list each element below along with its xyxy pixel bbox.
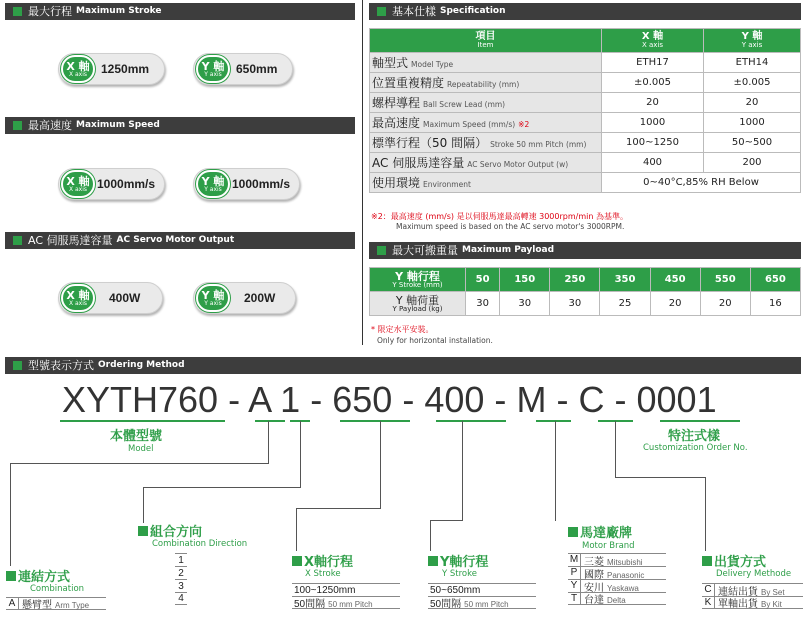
text-element xyxy=(370,268,801,316)
text-element: Y 軸 xyxy=(201,174,225,188)
text-element xyxy=(370,113,602,133)
direction-title xyxy=(138,521,202,540)
text-element: 100~1250 xyxy=(602,133,704,153)
text-element: - xyxy=(614,379,627,420)
text-element xyxy=(296,508,381,509)
list-item: 4 xyxy=(175,592,187,605)
text-element xyxy=(300,421,301,488)
underline xyxy=(536,420,571,422)
text-element xyxy=(143,487,144,523)
custom-title: 特注式樣 xyxy=(668,429,721,444)
bullet-square-icon xyxy=(13,7,22,16)
text-element: 1 xyxy=(280,379,301,420)
text-element: X axis xyxy=(641,41,664,49)
x-motor-value: 400W xyxy=(109,291,141,305)
table-row xyxy=(370,73,801,93)
table-row xyxy=(370,173,801,193)
combination-title xyxy=(6,566,70,585)
text-element: 使用環境 xyxy=(372,176,421,190)
spec-header-item xyxy=(370,29,602,53)
text-element: Y 軸 xyxy=(201,59,225,73)
text-element: 軸型式 xyxy=(372,56,409,70)
list-item xyxy=(568,553,666,566)
text-element: Maximum Speed xyxy=(76,120,160,130)
text-element: By Set xyxy=(761,587,785,597)
text-element: 50 mm Pitch xyxy=(328,600,373,609)
text-element xyxy=(370,153,602,173)
text-element: XYTH760 xyxy=(62,379,219,420)
text-element: 0001 xyxy=(636,379,717,420)
table-row xyxy=(370,93,801,113)
text-element: Maximum Speed (mm/s) xyxy=(423,120,516,129)
model-code xyxy=(62,379,717,421)
text-element: X axis xyxy=(68,299,88,307)
text-element: 連結方式 xyxy=(18,570,71,585)
text-element: 50~500 xyxy=(704,133,801,153)
text-element: 50 mm Pitch xyxy=(464,600,509,609)
text-element xyxy=(715,595,782,610)
x-motor-pill xyxy=(58,282,163,314)
y-stroke-pill xyxy=(193,53,293,85)
text-element: - xyxy=(402,379,415,420)
text-element: M xyxy=(568,554,581,566)
list-item xyxy=(6,597,106,610)
text-element xyxy=(428,595,509,610)
delivery-sub: Delivery Methode xyxy=(716,569,792,579)
text-element: 450 xyxy=(650,268,700,292)
text-element: 安川 xyxy=(584,582,604,594)
text-element: 標準行程（50 間隔） xyxy=(372,136,488,150)
text-element: 組合方向 xyxy=(150,525,203,540)
text-element: ±0.005 xyxy=(704,73,801,93)
text-element: By Kit xyxy=(761,600,782,609)
x-stroke-title xyxy=(292,551,353,570)
y-stroke-value: 650mm xyxy=(236,62,278,76)
text-element: 1000 xyxy=(602,113,704,133)
text-element: Panasonic xyxy=(607,570,645,580)
text-element: Item xyxy=(477,41,494,49)
text-element xyxy=(430,520,463,521)
x-stroke-pill xyxy=(58,53,165,85)
text-element: Arm Type xyxy=(55,601,90,610)
text-element: Ball Screw Lead (mm) xyxy=(423,100,506,109)
text-element: 單軸出貨 xyxy=(718,599,758,610)
y-stroke-title xyxy=(428,551,488,570)
text-element: 30 xyxy=(550,292,600,316)
bullet-square-icon xyxy=(292,556,302,566)
text-element: 30 xyxy=(500,292,550,316)
text-element: Maximum Stroke xyxy=(76,6,162,16)
text-element: Y Payload (kg) xyxy=(392,304,443,313)
motor-brand-box xyxy=(568,553,666,605)
text-element: Stroke 50 mm Pitch (mm) xyxy=(490,140,587,149)
text-element: K xyxy=(702,597,715,608)
text-element: AC 伺服馬達容量 xyxy=(28,234,113,247)
underline xyxy=(60,420,225,422)
text-element: Environment xyxy=(423,180,471,189)
list-item: 2 xyxy=(175,566,187,579)
text-element xyxy=(380,421,381,509)
text-element: Ordering Method xyxy=(98,360,185,370)
y-motor-value: 200W xyxy=(244,291,276,305)
text-element: 項目 xyxy=(475,31,496,42)
motor-output-header xyxy=(5,232,355,249)
text-element: 250 xyxy=(550,268,600,292)
payload-note-zh: * 限定水平安裝。 xyxy=(371,325,434,334)
text-element: 400 xyxy=(602,153,704,173)
direction-box xyxy=(175,553,187,605)
y-stroke-sub: Y Stroke xyxy=(442,569,477,579)
text-element: ±0.005 xyxy=(602,73,704,93)
text-element xyxy=(581,591,626,606)
text-element xyxy=(370,29,801,193)
text-element: X 軸 xyxy=(66,59,90,73)
x-axis-badge xyxy=(61,55,95,83)
combination-sub: Combination xyxy=(30,584,85,594)
list-item xyxy=(568,592,666,605)
text-element: 型號表示方式 xyxy=(28,359,94,372)
text-element: 20 xyxy=(704,93,801,113)
text-element: 550 xyxy=(700,268,750,292)
text-element: 螺桿導程 xyxy=(372,96,421,110)
text-element: 200 xyxy=(704,153,801,173)
text-element xyxy=(10,463,269,464)
text-element: Y xyxy=(568,580,581,592)
x-stroke-box xyxy=(292,583,400,609)
text-element xyxy=(370,73,602,93)
text-element: Y 軸 xyxy=(741,31,763,42)
payload-table xyxy=(369,267,801,316)
underline xyxy=(660,420,740,422)
text-element: 16 xyxy=(750,292,800,316)
text-element: Y axis xyxy=(204,185,222,193)
motor-brand-sub: Motor Brand xyxy=(582,541,635,551)
ordering-header xyxy=(5,357,801,374)
text-element: AC 伺服馬達容量 xyxy=(372,156,465,170)
combination-box xyxy=(6,597,106,610)
text-element: Y 軸荷重 xyxy=(395,293,440,307)
direction-sub: Combination Direction xyxy=(152,539,248,549)
text-element: ETH17 xyxy=(602,53,704,73)
text-element xyxy=(462,421,463,521)
text-element: 國際 xyxy=(584,569,604,581)
text-element: 三菱 xyxy=(584,556,604,568)
underline xyxy=(340,420,410,422)
text-element xyxy=(370,173,602,193)
text-element xyxy=(370,292,466,316)
text-element: Y 軸行程 xyxy=(395,269,440,283)
custom-sub: Customization Order No. xyxy=(643,443,748,453)
y-speed-value: 1000mm/s xyxy=(232,177,291,191)
text-element: 350 xyxy=(600,268,650,292)
text-element: 20 xyxy=(700,292,750,316)
text-element: 650 xyxy=(750,268,800,292)
text-element: Mitsubishi xyxy=(607,557,643,567)
text-element xyxy=(268,421,269,464)
text-element xyxy=(370,53,602,73)
y-axis-badge xyxy=(196,170,230,198)
text-element: 最大可搬重量 xyxy=(392,244,458,257)
text-element: X 軸 xyxy=(66,174,90,188)
text-element: 出貨方式 xyxy=(714,555,767,570)
text-element: X 軸 xyxy=(66,288,90,302)
table-row xyxy=(370,53,801,73)
text-element: C xyxy=(702,584,715,596)
text-element: 50 xyxy=(466,268,500,292)
text-element: 20 xyxy=(602,93,704,113)
text-element: Y axis xyxy=(204,70,222,78)
bullet-square-icon xyxy=(702,556,712,566)
text-element xyxy=(370,93,602,113)
delivery-title xyxy=(702,551,766,570)
text-element: 位置重複精度 xyxy=(372,76,445,90)
text-element: A xyxy=(6,598,19,609)
text-element xyxy=(430,520,431,551)
text-element: 650 xyxy=(332,379,393,420)
table-row xyxy=(370,133,801,153)
text-element: - xyxy=(556,379,569,420)
text-element: 連結出貨 xyxy=(718,586,758,598)
text-element: AC Servo Motor Output (w) xyxy=(467,160,569,169)
text-element: P xyxy=(568,567,581,579)
text-element: 台達 xyxy=(584,595,604,606)
text-element: - xyxy=(228,379,241,420)
text-element: - xyxy=(494,379,507,420)
table-row xyxy=(370,153,801,173)
max-speed-header xyxy=(5,117,355,134)
text-element: X軸行程 xyxy=(304,555,354,570)
x-axis-badge xyxy=(61,170,95,198)
motor-brand-title xyxy=(568,522,632,541)
spec-note-zh: ※2：最高速度 (mm/s) 是以伺服馬達最高轉速 3000rpm/min 為基準。 xyxy=(371,212,628,221)
text-element: Yaskawa xyxy=(607,583,639,593)
text-element: X 軸 xyxy=(641,31,664,42)
text-element xyxy=(615,421,616,478)
payload-note-en: Only for horizontal installation. xyxy=(377,336,493,345)
text-element: 100~1250mm xyxy=(294,584,356,596)
text-element: ※2 xyxy=(518,120,530,129)
text-element: 馬達廠牌 xyxy=(580,526,633,541)
bullet-square-icon xyxy=(13,121,22,130)
bullet-square-icon xyxy=(568,527,578,537)
text-element: T xyxy=(568,593,581,604)
text-element: Maximum Payload xyxy=(462,245,555,255)
text-element: Y Stroke (mm) xyxy=(392,280,443,289)
spec-header xyxy=(369,3,801,20)
text-element xyxy=(555,421,556,521)
bullet-square-icon xyxy=(138,526,148,536)
model-sub: Model xyxy=(128,444,154,454)
bullet-square-icon xyxy=(428,556,438,566)
text-element xyxy=(705,477,706,551)
x-speed-value: 1000mm/s xyxy=(97,177,156,191)
list-item: 3 xyxy=(175,579,187,592)
text-element: 150 xyxy=(500,268,550,292)
payload-header xyxy=(369,242,801,259)
text-element xyxy=(19,596,89,611)
text-element: 懸臂型 xyxy=(22,600,52,611)
text-element: - xyxy=(310,379,323,420)
bullet-square-icon xyxy=(6,571,16,581)
text-element: Y axis xyxy=(204,299,222,307)
text-element xyxy=(370,133,602,153)
column-divider xyxy=(362,0,363,345)
model-title: 本體型號 xyxy=(110,429,163,444)
text-element: 最高速度 xyxy=(28,119,72,132)
y-motor-pill xyxy=(193,282,296,314)
text-element: 0~40°C,85% RH Below xyxy=(602,173,801,193)
text-element xyxy=(370,268,801,292)
text-element: Delta xyxy=(607,596,626,605)
text-element: Y axis xyxy=(741,41,763,49)
text-element: 30 xyxy=(466,292,500,316)
text-element: X axis xyxy=(68,70,88,78)
list-item xyxy=(428,596,536,609)
underline xyxy=(436,420,506,422)
x-stroke-sub: X Stroke xyxy=(305,569,341,579)
spec-header-x xyxy=(602,29,704,53)
x-axis-badge xyxy=(61,284,95,312)
text-element: 50~650mm xyxy=(430,584,481,596)
text-element: C xyxy=(578,379,605,420)
text-element xyxy=(615,477,705,478)
underline xyxy=(255,420,285,422)
text-element: 20 xyxy=(650,292,700,316)
text-element xyxy=(370,29,801,53)
y-axis-badge xyxy=(196,55,230,83)
bullet-square-icon xyxy=(377,7,386,16)
spec-table xyxy=(369,28,801,193)
list-item xyxy=(292,596,400,609)
max-stroke-header xyxy=(5,3,355,20)
text-element: Specification xyxy=(440,6,506,16)
text-element: 1000 xyxy=(704,113,801,133)
text-element xyxy=(296,508,297,551)
spec-note-en: Maximum speed is based on the AC servo motor's 3000RPM. xyxy=(396,222,625,231)
text-element: 最大行程 xyxy=(28,5,72,18)
text-element: X axis xyxy=(68,185,88,193)
list-item xyxy=(568,566,666,579)
text-element: M xyxy=(516,379,547,420)
text-element: 400 xyxy=(424,379,485,420)
table-row xyxy=(370,113,801,133)
text-element: 最高速度 xyxy=(372,116,421,130)
bullet-square-icon xyxy=(13,236,22,245)
list-item xyxy=(702,596,803,609)
text-element: 基本仕樣 xyxy=(392,5,436,18)
text-element: A xyxy=(248,379,271,420)
y-stroke-box xyxy=(428,583,536,609)
text-element: Y軸行程 xyxy=(440,555,489,570)
x-stroke-value: 1250mm xyxy=(101,62,150,76)
text-element: Model Type xyxy=(411,60,454,69)
text-element xyxy=(370,292,801,316)
y-axis-badge xyxy=(196,284,230,312)
text-element xyxy=(292,595,373,610)
text-element: Repeatability (mm) xyxy=(447,80,520,89)
delivery-box xyxy=(702,583,803,609)
text-element xyxy=(370,268,466,292)
list-item: 1 xyxy=(175,553,187,566)
text-element: Y 軸 xyxy=(201,288,225,302)
text-element: 50間隔 xyxy=(430,599,462,610)
x-speed-pill xyxy=(58,168,165,200)
text-element xyxy=(10,463,11,566)
text-element xyxy=(143,487,301,488)
text-element: 50間隔 xyxy=(294,599,326,610)
text-element: AC Servo Motor Output xyxy=(116,235,235,245)
spec-header-y xyxy=(704,29,801,53)
y-speed-pill xyxy=(193,168,300,200)
bullet-square-icon xyxy=(13,361,22,370)
text-element: ETH14 xyxy=(704,53,801,73)
text-element: 25 xyxy=(600,292,650,316)
bullet-square-icon xyxy=(377,246,386,255)
